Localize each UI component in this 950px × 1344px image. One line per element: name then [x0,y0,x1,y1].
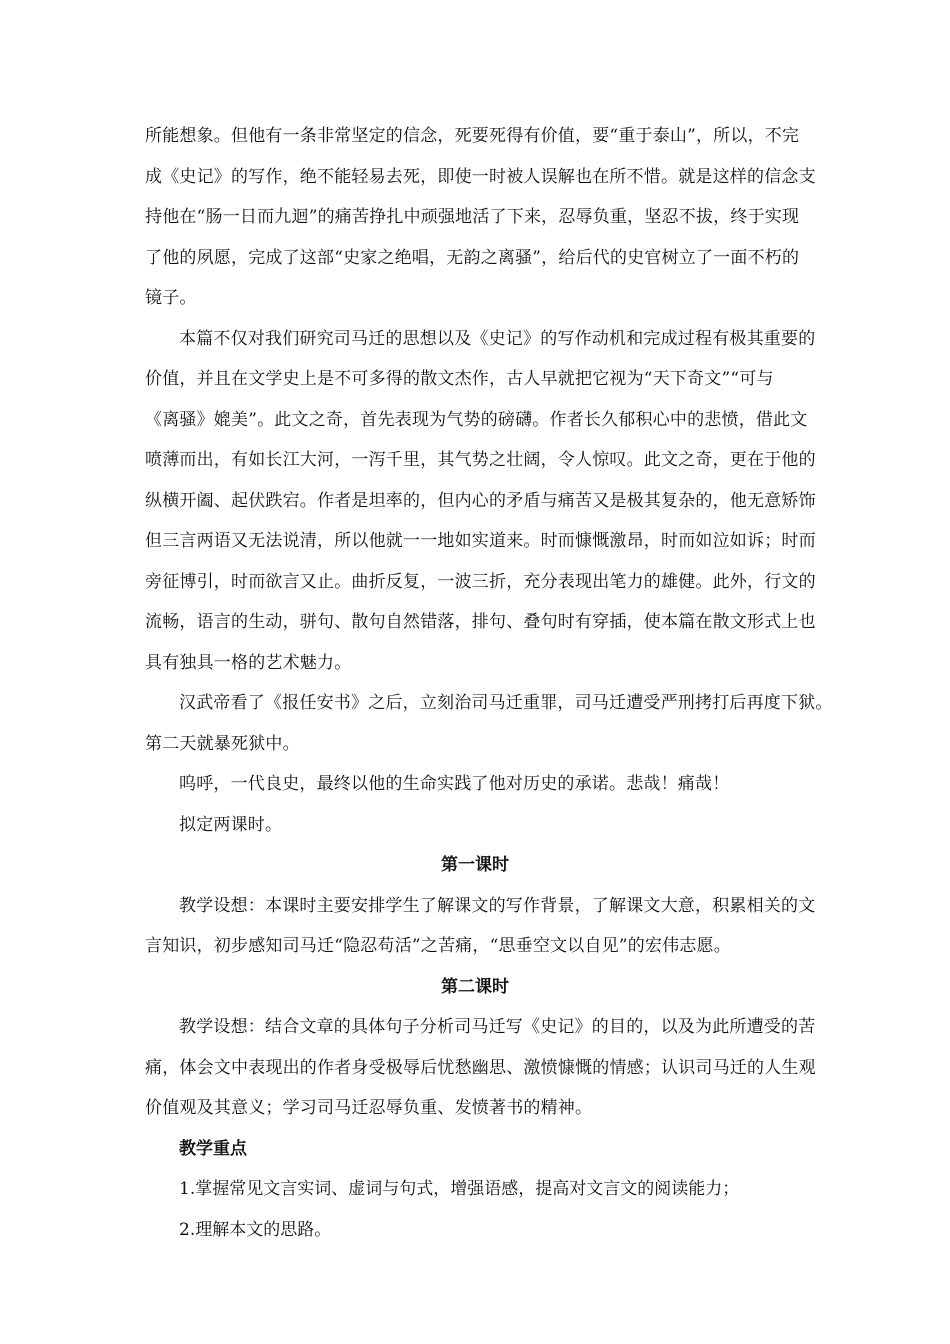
lesson-one-heading: 第一课时 [441,855,509,875]
text-line: 价值，并且在文学史上是不可多得的散文杰作，古人早就把它视为“天下奇文”“可与 [145,369,774,389]
lesson-two-heading: 第二课时 [441,976,509,997]
text-line: 具有独具一格的艺术魅力。 [145,652,352,673]
paragraph-emperor [145,683,833,764]
text-line: 纵横开阖、起伏跌宕。作者是坦率的，但内心的矛盾与痛苦又是极其复杂的，他无意矫饰 [145,490,816,511]
text-line: 呜呼，一代良史，最终以他的生命实践了他对历史的承诺。悲哉！痛哉！ [179,774,730,794]
text-line: 了他的夙愿，完成了这部“史家之绝唱，无韵之离骚”，给后代的史官树立了一面不朽的 [145,247,800,268]
text-line: 《离骚》媲美”。此文之奇，首先表现为气势的磅礴。作者长久郁积心中的悲愤，借此文 [145,409,808,430]
paragraph-literary-value [145,319,816,684]
text-line: 教学设想：本课时主要安排学生了解课文的写作背景，了解课文大意，积累相关的文 [179,895,816,916]
text-line: 持他在“肠一日而九迴”的痛苦挣扎中顽强地活了下来，忍辱负重，坚忍不拔，终于实现 [145,207,800,227]
text-line: 价值观及其意义；学习司马迁忍辱负重、发愤著书的精神。 [145,1098,593,1118]
text-line: 旁征博引，时而欲言又止。曲折反复，一波三折，充分表现出笔力的雄健。此外，行文的 [145,571,816,592]
teaching-focus-title: 教学重点 [179,1138,247,1159]
text-line: 拟定两课时。 [179,814,283,835]
text-line: 所能想象。但他有一条非常坚定的信念，死要死得有价值，要“重于泰山”，所以，不完 [145,126,800,146]
text-line: 教学设想：结合文章的具体句子分析司马迁写《史记》的目的，以及为此所遭受的苦 [179,1017,816,1037]
paragraph-schedule [145,805,805,846]
text-line: 镜子。 [145,288,197,308]
text-line: 喷薄而出，有如长江大河，一泻千里，其气势之壮阔，令人惊叹。此文之奇，更在于他的 [145,450,816,470]
teaching-focus-item: 1.掌握常见文言实词、虚词与句式，增强语感，提高对文言文的阅读能力； [179,1179,740,1199]
lesson-one-design [145,886,816,967]
paragraph-lament [145,764,805,805]
text-line: 痛，体会文中表现出的作者身受极辱后忧愁幽思、激愤慷慨的情感；认识司马迁的人生观 [145,1057,816,1078]
lesson-two-design [145,1007,816,1129]
text-line: 第二天就暴死狱中。 [145,733,300,754]
document-page [145,116,833,1250]
text-line: 流畅，语言的生动，骈句、散句自然错落，排句、叠句时有穿插，使本篇在散文形式上也 [145,612,816,632]
text-line: 成《史记》的写作，绝不能轻易去死，即使一时被人误解也在所不惜。就是这样的信念支 [145,166,816,187]
text-line: 本篇不仅对我们研究司马迁的思想以及《史记》的写作动机和完成过程有极其重要的 [179,328,816,349]
text-line: 言知识，初步感知司马迁“隐忍苟活”之苦痛，“思垂空文以自见”的宏伟志愿。 [145,936,731,956]
paragraph-continuation [145,116,816,319]
text-line: 但三言两语又无法说清，所以他就一一地如实道来。时而慷慨激昂，时而如泣如诉；时而 [145,531,816,551]
text-line: 汉武帝看了《报任安书》之后，立刻治司马迁重罪，司马迁遭受严刑拷打后再度下狱。 [179,693,833,713]
teaching-focus-item: 2.理解本文的思路。 [179,1219,332,1240]
